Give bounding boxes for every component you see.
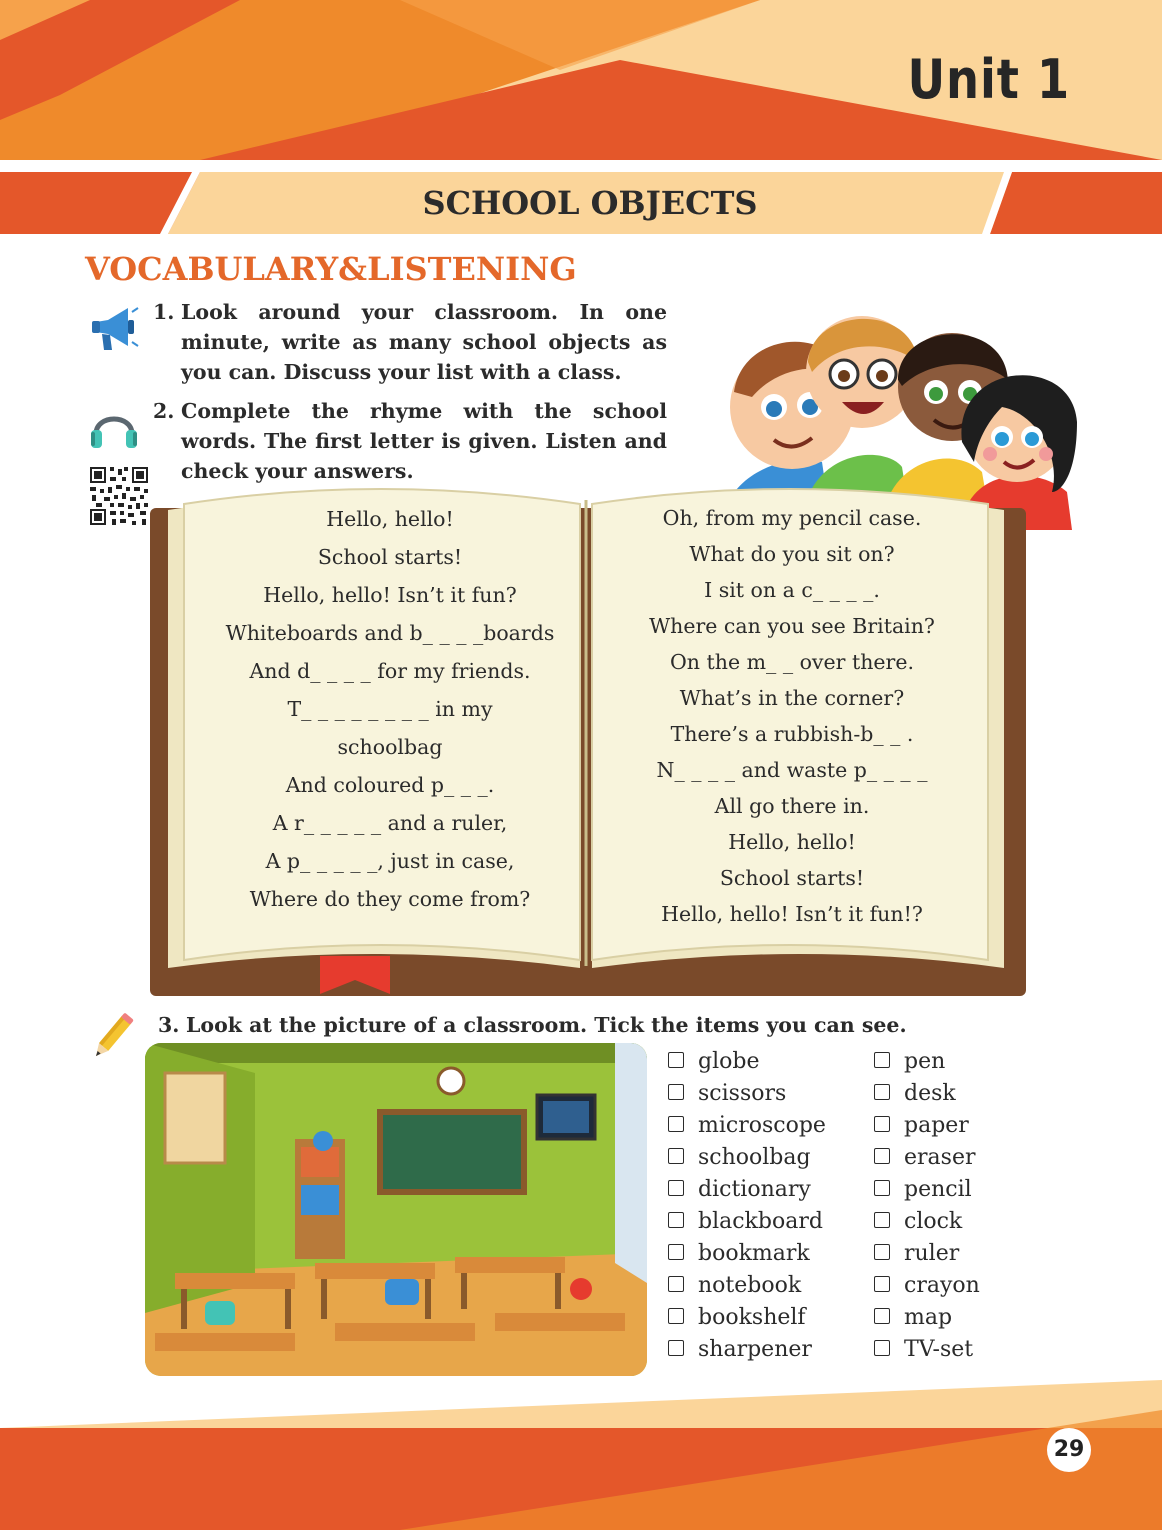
rhyme-line: What’s in the corner? xyxy=(679,686,905,710)
checklist-left-column xyxy=(668,1046,826,1366)
page-title: SCHOOL OBJECTS xyxy=(422,184,758,222)
section-heading: VOCABULARY&LISTENING xyxy=(85,250,577,288)
checkbox[interactable] xyxy=(668,1308,684,1324)
checklist-item xyxy=(668,1046,826,1078)
rhyme-line: All go there in. xyxy=(714,794,870,818)
checkbox[interactable] xyxy=(668,1212,684,1228)
checklist-label: paper xyxy=(904,1113,969,1138)
checklist-item xyxy=(874,1206,980,1238)
rhyme-right-page xyxy=(606,500,978,932)
checkbox[interactable] xyxy=(874,1148,890,1164)
checklist-item xyxy=(874,1174,980,1206)
checkbox[interactable] xyxy=(874,1180,890,1196)
task-number: 3. xyxy=(158,1013,180,1037)
rhyme-line: Where can you see Britain? xyxy=(649,614,935,638)
checklist-label: map xyxy=(904,1305,953,1330)
rhyme-line: Whiteboards and b_ _ _ _boards xyxy=(225,621,555,645)
checkbox[interactable] xyxy=(668,1084,684,1100)
checklist-label: schoolbag xyxy=(698,1145,811,1170)
checklist-item xyxy=(874,1334,980,1366)
checklist-item xyxy=(668,1078,826,1110)
checklist-label: clock xyxy=(904,1209,963,1234)
checkbox[interactable] xyxy=(668,1180,684,1196)
checklist-label: globe xyxy=(698,1049,760,1074)
task-text: Look around your classroom. In one minute, write as many school objects as you can. Discuss your list with a class. xyxy=(181,300,667,384)
task-1-instruction xyxy=(153,297,667,392)
classroom-illustration xyxy=(145,1043,647,1376)
checklist-item xyxy=(874,1238,980,1270)
checklist-item xyxy=(874,1046,980,1078)
rhyme-line: What do you sit on? xyxy=(689,542,895,566)
checklist-item xyxy=(668,1238,826,1270)
unit-title: Unit 1 xyxy=(907,48,1070,111)
checklist-item xyxy=(668,1110,826,1142)
checkbox[interactable] xyxy=(874,1084,890,1100)
task-number: 1. xyxy=(153,300,175,324)
rhyme-line: On the m_ _ over there. xyxy=(670,650,914,674)
checkbox[interactable] xyxy=(874,1308,890,1324)
checklist-label: pencil xyxy=(904,1177,972,1202)
checklist-label: ruler xyxy=(904,1241,960,1266)
checkbox[interactable] xyxy=(668,1276,684,1292)
task-number: 2. xyxy=(153,399,175,423)
rhyme-line: And d_ _ _ _ for my friends. xyxy=(249,659,531,683)
checklist-item xyxy=(668,1302,826,1334)
checklist-label: notebook xyxy=(698,1273,802,1298)
task-2-instruction xyxy=(153,396,667,491)
checklist-label: eraser xyxy=(904,1145,976,1170)
checklist-label: dictionary xyxy=(698,1177,811,1202)
checklist-label: blackboard xyxy=(698,1209,823,1234)
checkbox[interactable] xyxy=(874,1052,890,1068)
rhyme-line: T_ _ _ _ _ _ _ _ in my xyxy=(287,697,493,721)
checkbox[interactable] xyxy=(668,1116,684,1132)
checklist-item xyxy=(874,1110,980,1142)
rhyme-left-page xyxy=(190,500,590,918)
checklist-item xyxy=(874,1302,980,1334)
checklist-label: TV-set xyxy=(904,1337,974,1362)
checklist-item xyxy=(668,1334,826,1366)
checkbox[interactable] xyxy=(668,1244,684,1260)
checkbox[interactable] xyxy=(874,1276,890,1292)
rhyme-line: A r_ _ _ _ _ and a ruler, xyxy=(272,811,508,835)
checklist-label: microscope xyxy=(698,1113,826,1138)
page-number: 29 xyxy=(1047,1428,1091,1472)
checklist-item xyxy=(874,1142,980,1174)
checklist-item xyxy=(874,1270,980,1302)
rhyme-line: There’s a rubbish-b_ _ . xyxy=(670,722,914,746)
checklist-item xyxy=(668,1206,826,1238)
rhyme-line: School starts! xyxy=(719,866,865,890)
rhyme-line: I sit on a c_ _ _ _. xyxy=(704,578,880,602)
checkbox[interactable] xyxy=(668,1148,684,1164)
pencil-icon xyxy=(88,1010,136,1064)
task-text: Complete the rhyme with the school words. The first letter is given. Listen and check your answers. xyxy=(181,399,667,483)
checkbox[interactable] xyxy=(874,1116,890,1132)
checklist-label: desk xyxy=(904,1081,956,1106)
checkbox[interactable] xyxy=(668,1340,684,1356)
checklist-label: bookmark xyxy=(698,1241,810,1266)
checkbox[interactable] xyxy=(668,1052,684,1068)
checklist-item xyxy=(668,1270,826,1302)
rhyme-line: Hello, hello! xyxy=(728,830,856,854)
rhyme-line: schoolbag xyxy=(337,735,443,759)
rhyme-line: Hello, hello! Isn’t it fun!? xyxy=(661,902,923,926)
checklist-item xyxy=(668,1142,826,1174)
checklist-item xyxy=(874,1078,980,1110)
rhyme-line: Where do they come from? xyxy=(249,887,531,911)
rhyme-line: And coloured p_ _ _. xyxy=(285,773,495,797)
megaphone-icon xyxy=(88,302,140,354)
checklist-label: bookshelf xyxy=(698,1305,806,1330)
task-3-instruction xyxy=(158,1010,958,1040)
checklist-label: sharpener xyxy=(698,1337,812,1362)
checklist-label: crayon xyxy=(904,1273,980,1298)
rhyme-line: Oh, from my pencil case. xyxy=(662,506,922,530)
checkbox[interactable] xyxy=(874,1340,890,1356)
footer-background xyxy=(0,1380,1162,1530)
checklist-label: scissors xyxy=(698,1081,787,1106)
rhyme-line: School starts! xyxy=(317,545,463,569)
checklist-right-column xyxy=(874,1046,980,1366)
rhyme-line: Hello, hello! Isn’t it fun? xyxy=(263,583,517,607)
rhyme-line: Hello, hello! xyxy=(326,507,454,531)
checkbox[interactable] xyxy=(874,1244,890,1260)
headphones-icon xyxy=(88,404,140,452)
task-text: Look at the picture of a classroom. Tick the items you can see. xyxy=(186,1013,907,1037)
checkbox[interactable] xyxy=(874,1212,890,1228)
checklist-label: pen xyxy=(904,1049,946,1074)
rhyme-line: N_ _ _ _ and waste p_ _ _ _ xyxy=(656,758,928,782)
checklist-item xyxy=(668,1174,826,1206)
rhyme-line: A p_ _ _ _ _, just in case, xyxy=(265,849,515,873)
